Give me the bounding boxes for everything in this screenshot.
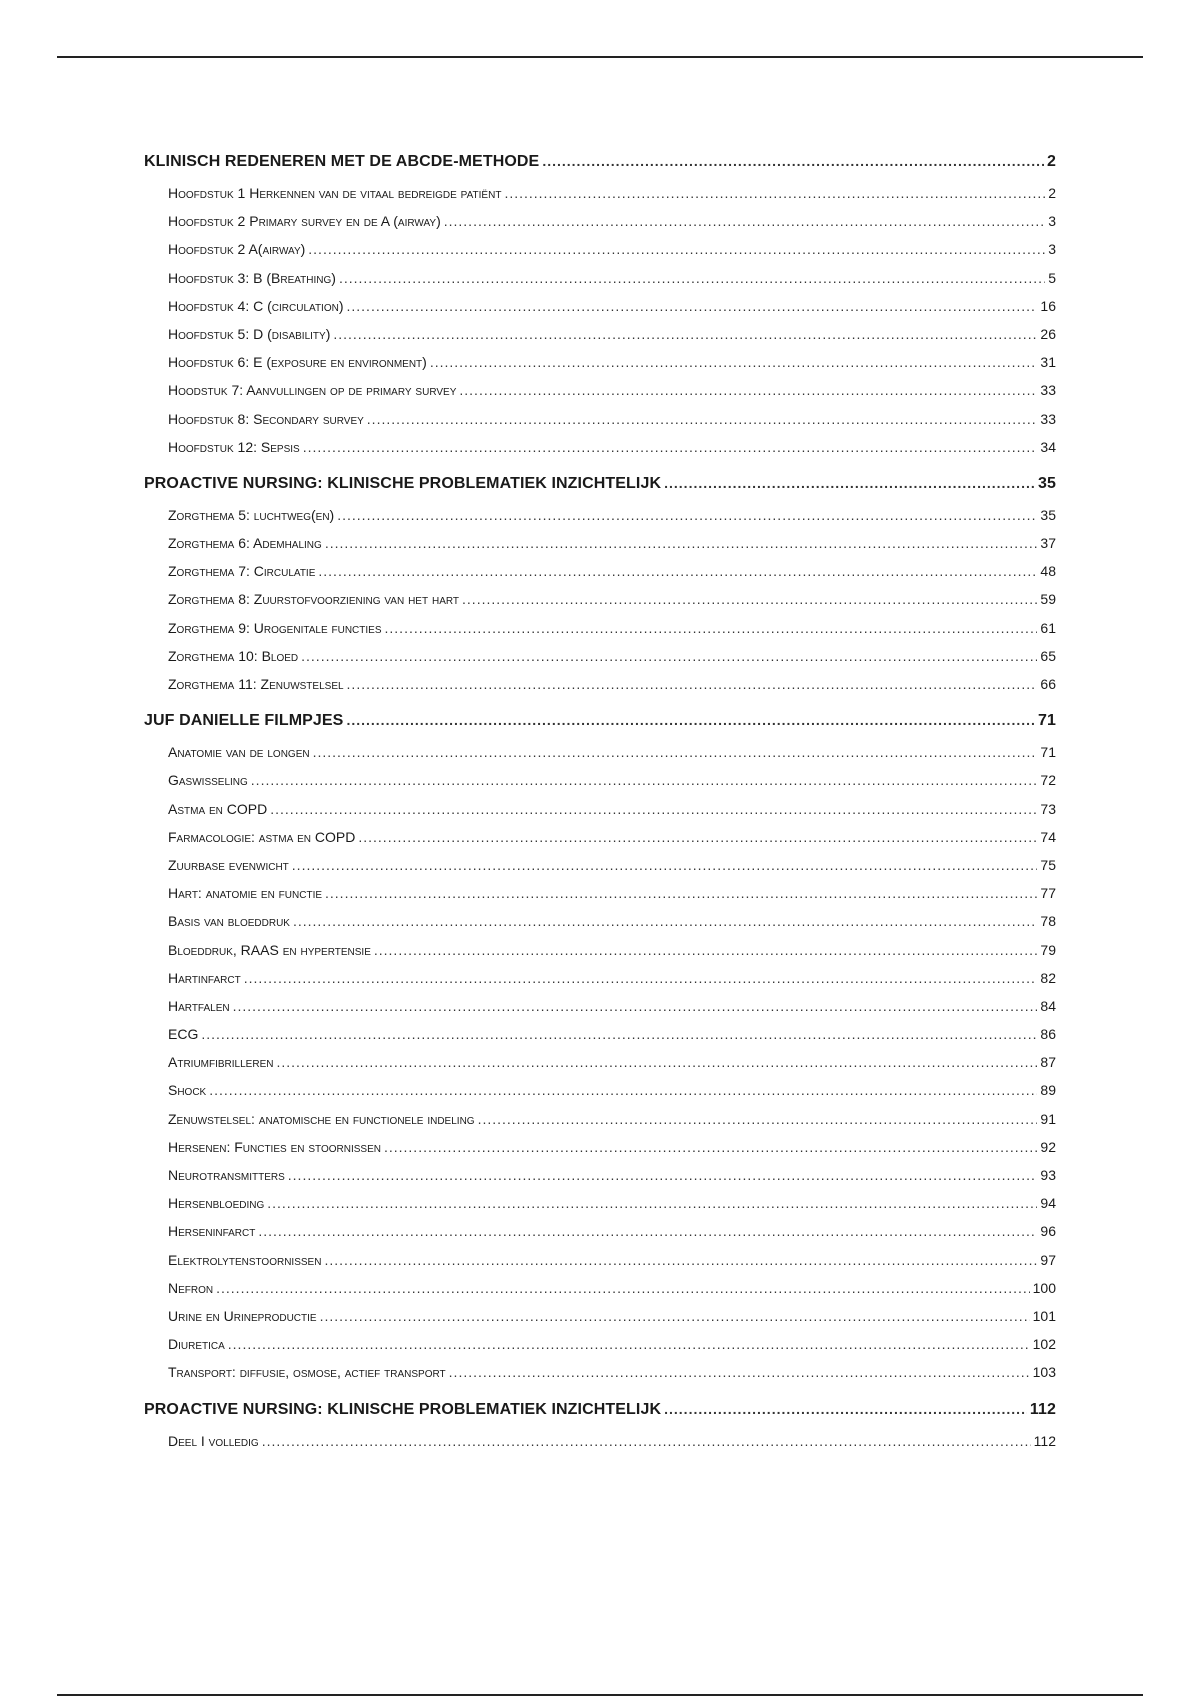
dot-leader — [325, 885, 1037, 901]
toc-entry[interactable] — [144, 998, 1056, 1026]
toc-entry[interactable] — [144, 382, 1056, 410]
toc-entry-page: 31 — [1040, 354, 1056, 371]
toc-entry-title: Hoofdstuk 2 Primary survey en de A (airway) — [168, 213, 441, 230]
toc-entry[interactable] — [144, 942, 1056, 970]
toc-entry-title: Hoofdstuk 5: D (disability) — [168, 325, 331, 342]
dot-leader — [462, 591, 1037, 607]
toc-entry-title: Hart: anatomie en functie — [168, 885, 323, 902]
toc-section-title: PROACTIVE NURSING: KLINISCHE PROBLEMATIEK INZICHTELIJK — [144, 1400, 662, 1418]
dot-leader — [385, 620, 1038, 636]
dot-leader — [374, 942, 1038, 958]
toc-entry-title: Zorgthema 5: luchtweg(en) — [168, 506, 335, 523]
dot-leader — [276, 1054, 1037, 1070]
toc-entry-title: Zorgthema 9: Urogenitale functies — [168, 619, 382, 636]
toc-entry-page: 78 — [1040, 913, 1056, 930]
toc-entry[interactable] — [144, 1308, 1056, 1336]
toc-entry-page: 91 — [1040, 1110, 1056, 1127]
toc-entry-list — [144, 179, 1056, 475]
toc-section — [144, 153, 1056, 475]
toc-entry-title: Bloeddruk, RAAS en hypertensie — [168, 941, 371, 958]
toc-entry-page: 73 — [1040, 800, 1056, 817]
toc-entry-page: 5 — [1048, 269, 1056, 286]
toc-entry-title: Zorgthema 8: Zuurstofvoorziening van het hart — [168, 591, 460, 608]
toc-section-title: KLINISCH REDENEREN MET DE ABCDE-METHODE — [144, 153, 540, 170]
toc-entry[interactable] — [144, 829, 1056, 857]
toc-entry-page: 94 — [1040, 1195, 1056, 1212]
toc-entry-title: Zorgthema 6: Ademhaling — [168, 535, 322, 552]
toc-entry-title: Transport: diffusie, osmose, actief transport — [168, 1364, 446, 1381]
dot-leader — [262, 1433, 1031, 1449]
toc-entry-page: 82 — [1040, 969, 1056, 986]
toc-entry-page: 97 — [1040, 1251, 1056, 1268]
toc-entry-page: 65 — [1040, 647, 1056, 664]
toc-entry-title: Hoodstuk 7: Aanvullingen op de primary survey — [168, 382, 457, 399]
toc-entry-title: Urine en Urineproductie — [168, 1307, 317, 1324]
dot-leader — [325, 535, 1038, 551]
toc-entry[interactable] — [144, 1280, 1056, 1308]
dot-leader — [347, 676, 1038, 692]
toc-entry-title: Hersenen: Functies en stoornissen — [168, 1138, 381, 1155]
header-rule — [57, 56, 1143, 58]
toc-entry[interactable] — [144, 535, 1056, 563]
dot-leader — [320, 1308, 1030, 1324]
toc-entry-page: 26 — [1040, 325, 1056, 342]
toc-entry-title: Zuurbase evenwicht — [168, 856, 289, 873]
dot-leader — [318, 563, 1037, 579]
toc-entry[interactable] — [144, 591, 1056, 619]
toc-entry-title: Atriumfibrilleren — [168, 1054, 274, 1071]
toc-entry-page: 3 — [1048, 213, 1056, 230]
dot-leader — [459, 382, 1037, 398]
dot-leader — [288, 1167, 1038, 1183]
toc-entry-title: Diuretica — [168, 1336, 225, 1353]
toc-entry[interactable] — [144, 241, 1056, 269]
dot-leader — [244, 970, 1038, 986]
toc-entry-page: 72 — [1040, 772, 1056, 789]
dot-leader — [504, 185, 1045, 201]
toc-section-heading[interactable] — [144, 1401, 1056, 1427]
toc-entry-page: 35 — [1040, 506, 1056, 523]
toc-entry-title: Shock — [168, 1082, 207, 1099]
toc-section — [144, 475, 1056, 712]
toc-entry-page: 33 — [1040, 382, 1056, 399]
toc-entry-page: 79 — [1040, 941, 1056, 958]
toc-entry-page: 87 — [1040, 1054, 1056, 1071]
toc-entry[interactable] — [144, 411, 1056, 439]
toc-entry[interactable] — [144, 744, 1056, 772]
dot-leader — [337, 507, 1037, 523]
toc-entry[interactable] — [144, 439, 1056, 467]
toc-entry-page: 75 — [1040, 856, 1056, 873]
toc-entry[interactable] — [144, 563, 1056, 591]
toc-entry-page: 92 — [1040, 1138, 1056, 1155]
dot-leader — [228, 1336, 1030, 1352]
toc-entry-title: Hoofdstuk 4: C (circulation) — [168, 297, 344, 314]
toc-entry[interactable] — [144, 298, 1056, 326]
toc-entry-page: 102 — [1032, 1336, 1056, 1353]
dot-leader — [201, 1026, 1037, 1042]
dot-leader — [324, 1252, 1037, 1268]
toc-entry-page: 66 — [1040, 676, 1056, 692]
toc-entry-title: Astma en COPD — [168, 800, 268, 817]
toc-entry[interactable] — [144, 1111, 1056, 1139]
toc-entry-title: Hoofdstuk 6: E (exposure en environment) — [168, 354, 427, 371]
toc-section-title: JUF DANIELLE FILMPJES — [144, 712, 344, 730]
toc-entry-title: Zorgthema 7: Circulatie — [168, 563, 316, 580]
toc-entry-title: Neurotransmitters — [168, 1167, 285, 1183]
toc-section — [144, 1401, 1056, 1469]
toc-entry-title: Hoofdstuk 12: Sepsis — [168, 438, 300, 455]
toc-entry[interactable] — [144, 270, 1056, 298]
toc-entry-title: Zorgthema 11: Zenuwstelsel — [168, 676, 344, 692]
dot-leader — [209, 1082, 1037, 1098]
toc-entry-page: 3 — [1048, 241, 1056, 258]
toc-entry-page: 74 — [1040, 828, 1056, 845]
toc-entry-title: Farmacologie: astma en COPD — [168, 828, 356, 845]
dot-leader — [267, 1195, 1037, 1211]
dot-leader — [293, 913, 1037, 929]
dot-leader — [233, 998, 1038, 1014]
toc-entry-page: 93 — [1040, 1167, 1056, 1183]
toc-section-page: 35 — [1038, 474, 1056, 492]
toc-entry-title: Elektrolytenstoornissen — [168, 1251, 322, 1268]
toc-entry-page: 84 — [1040, 997, 1056, 1014]
toc-entry-page: 96 — [1040, 1223, 1056, 1240]
dot-leader — [664, 1401, 1027, 1417]
toc-entry-title: Hartfalen — [168, 997, 230, 1014]
toc-entry-page: 2 — [1048, 185, 1056, 201]
toc-entry[interactable] — [144, 676, 1056, 704]
toc-entry-title: ECG — [168, 1026, 199, 1043]
toc-entry-title: Hartinfarct — [168, 969, 241, 986]
dot-leader — [216, 1280, 1030, 1296]
toc-section-heading[interactable] — [144, 153, 1056, 179]
dot-leader — [333, 326, 1037, 342]
toc-entry[interactable] — [144, 354, 1056, 382]
toc-entry-title: Nefron — [168, 1279, 214, 1296]
toc-entry-page: 112 — [1033, 1432, 1056, 1449]
dot-leader — [430, 354, 1038, 370]
toc-entry-page: 34 — [1040, 438, 1056, 455]
dot-leader — [308, 241, 1045, 257]
dot-leader — [339, 270, 1045, 286]
toc-entry[interactable] — [144, 801, 1056, 829]
toc-entry[interactable] — [144, 213, 1056, 241]
footer-rule — [57, 1694, 1143, 1696]
dot-leader — [542, 153, 1044, 169]
toc-entry-list — [144, 738, 1056, 1400]
toc-entry[interactable] — [144, 913, 1056, 941]
dot-leader — [292, 857, 1038, 873]
toc-section-page: 112 — [1029, 1400, 1056, 1418]
toc-entry[interactable] — [144, 1336, 1056, 1364]
toc-entry-title: Hersenbloeding — [168, 1195, 265, 1212]
toc-entry-page: 89 — [1040, 1082, 1056, 1099]
dot-leader — [449, 1364, 1030, 1380]
toc-entry[interactable] — [144, 1082, 1056, 1110]
toc-entry-title: Hoofdstuk 1 Herkennen van de vitaal bedreigde patiënt — [168, 185, 502, 201]
toc-entry-title: Herseninfarct — [168, 1223, 256, 1240]
dot-leader — [664, 475, 1035, 491]
toc-entry[interactable] — [144, 185, 1056, 213]
toc-entry[interactable] — [144, 857, 1056, 885]
toc-entry[interactable] — [144, 1139, 1056, 1167]
toc-entry-page: 33 — [1040, 410, 1056, 427]
dot-leader — [444, 213, 1045, 229]
dot-leader — [358, 829, 1037, 845]
toc-entry[interactable] — [144, 1167, 1056, 1195]
toc-entry[interactable] — [144, 970, 1056, 998]
dot-leader — [251, 772, 1038, 788]
toc-entry-page: 71 — [1040, 744, 1056, 761]
toc-entry-title: Zorgthema 10: Bloed — [168, 647, 299, 664]
toc-entry-title: Zenuwstelsel: anatomische en functionele indeling — [168, 1110, 475, 1127]
toc-entry-title: Hoofdstuk 3: B (Breathing) — [168, 269, 336, 286]
dot-leader — [346, 712, 1035, 728]
toc-entry[interactable] — [144, 885, 1056, 913]
toc-entry-title: Hoofdstuk 8: Secondary survey — [168, 410, 364, 427]
table-of-contents — [144, 153, 1056, 1469]
dot-leader — [384, 1139, 1037, 1155]
toc-entry-title: Basis van bloeddruk — [168, 913, 290, 930]
toc-entry-list — [144, 501, 1056, 712]
toc-entry-page: 86 — [1040, 1026, 1056, 1043]
toc-section-page: 71 — [1038, 712, 1056, 730]
toc-entry-page: 77 — [1040, 885, 1056, 902]
toc-entry[interactable] — [144, 648, 1056, 676]
dot-leader — [367, 411, 1038, 427]
toc-entry-page: 59 — [1040, 591, 1056, 608]
toc-entry[interactable] — [144, 1054, 1056, 1082]
dot-leader — [270, 801, 1037, 817]
dot-leader — [478, 1111, 1038, 1127]
toc-entry[interactable] — [144, 1195, 1056, 1223]
toc-entry-page: 100 — [1032, 1279, 1056, 1296]
dot-leader — [303, 439, 1038, 455]
dot-leader — [258, 1223, 1037, 1239]
toc-entry[interactable] — [144, 1026, 1056, 1054]
toc-section-page: 2 — [1047, 153, 1056, 170]
toc-entry-page: 48 — [1040, 563, 1056, 580]
toc-entry-title: Deel I volledig — [168, 1432, 259, 1449]
toc-entry-page: 101 — [1032, 1307, 1056, 1324]
dot-leader — [313, 744, 1038, 760]
dot-leader — [301, 648, 1037, 664]
toc-entry[interactable] — [144, 1364, 1056, 1392]
toc-entry-page: 61 — [1040, 619, 1056, 636]
toc-entry[interactable] — [144, 507, 1056, 535]
toc-entry-title: Anatomie van de longen — [168, 744, 310, 761]
toc-entry[interactable] — [144, 1223, 1056, 1251]
toc-entry-page: 37 — [1040, 535, 1056, 552]
toc-entry-page: 16 — [1040, 297, 1056, 314]
toc-entry-title: Hoofdstuk 2 A(airway) — [168, 241, 306, 258]
toc-entry[interactable] — [144, 772, 1056, 800]
toc-section-heading[interactable] — [144, 712, 1056, 738]
toc-entry-title: Gaswisseling — [168, 772, 248, 789]
dot-leader — [347, 298, 1038, 314]
toc-section-title: PROACTIVE NURSING: KLINISCHE PROBLEMATIEK INZICHTELIJK — [144, 474, 662, 492]
toc-section — [144, 712, 1056, 1400]
toc-entry[interactable] — [144, 1433, 1056, 1461]
toc-entry[interactable] — [144, 1252, 1056, 1280]
toc-section-heading[interactable] — [144, 475, 1056, 501]
toc-entry-page: 103 — [1032, 1364, 1056, 1381]
toc-entry[interactable] — [144, 326, 1056, 354]
toc-entry-list — [144, 1427, 1056, 1469]
toc-entry[interactable] — [144, 620, 1056, 648]
